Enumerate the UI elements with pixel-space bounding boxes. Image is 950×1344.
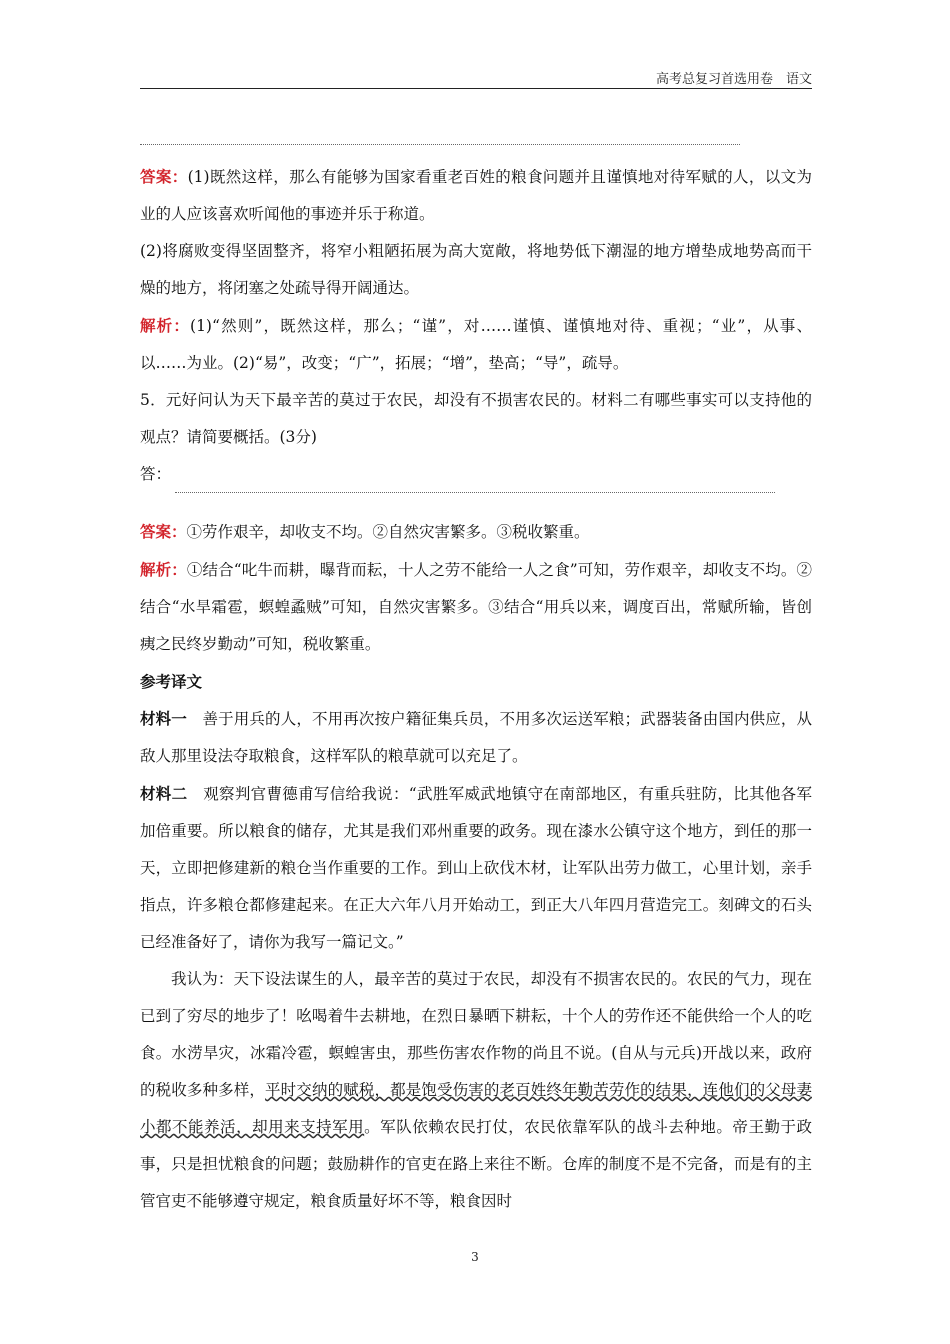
- q5-analysis-text: ①结合“叱牛而耕，曝背而耘，十人之劳不能给一人之食”可知，劳作艰辛，却收支不均。②结合“水旱霜雹，螟蝗蟊贼”可知，自然灾害繁多。③结合“用兵以来，调度百出，常赋所输，皆创痍之民终岁勤动”可知，税收繁重。: [140, 561, 812, 653]
- material-2-text: 观察判官曹德甫写信给我说：“武胜军威武地镇守在南部地区，有重兵驻防，比其他各军加倍重要。所以粮食的储存，尤其是我们邓州重要的政务。现在漆水公镇守这个地方，到任的那一天，立即把修建新的粮仓当作重要的工作。到山上砍伐木材，让军队出劳力做工，心里计划，亲手指点，许多粮仓都修建起来。在正大六年八月开始动工，到正大八年四月营造完工。刻碑文的石头已经准备好了，请你为我写一篇记文。”: [140, 785, 812, 951]
- page-number: 3: [471, 1250, 479, 1264]
- answer-text-1: (1)既然这样，那么有能够为国家看重老百姓的粮食问题并且谨慎地对待军赋的人，以文为业的人应该喜欢听闻他的事迹并乐于称道。: [140, 168, 812, 223]
- q5-answer-label: 答案：: [140, 522, 187, 541]
- q5-answer-para: [140, 513, 812, 551]
- para-3-text-b: 。军队依赖农民打仗，农民依靠军队的战斗去种地。帝王勤于政事，只是担忧粮食的问题；鼓励耕作的官吏在路上来往不断。仓库的制度不是不完备，而是有的主管官吏不能够遵守规定，粮食质量好坏不等，粮食因时: [140, 1118, 812, 1210]
- q5-question-text: 5．元好问认为天下最辛苦的莫过于农民，却没有不损害农民的。材料二有哪些事实可以支持他的观点？请简要概括。(3分): [140, 391, 812, 446]
- q4-answer-para: [140, 158, 812, 233]
- q5-answer-prompt: [140, 456, 812, 493]
- translation-para-3: [140, 961, 812, 1220]
- q5-analysis-label: 解析：: [140, 560, 187, 579]
- q4-analysis-para: [140, 307, 812, 382]
- answer-input-line[interactable]: [175, 478, 775, 493]
- spacer: [140, 493, 812, 513]
- dotted-answer-line: [140, 144, 740, 145]
- material-2-para: [140, 775, 812, 961]
- material-1-text: 善于用兵的人，不用再次按户籍征集兵员，不用多次运送军粮；武器装备由国内供应，从敌人那里设法夺取粮食，这样军队的粮草就可以充足了。: [140, 710, 812, 765]
- answer-label: 答案：: [140, 167, 188, 186]
- header-title: 高考总复习首选用卷 语文: [655, 72, 812, 87]
- material-1-para: [140, 700, 812, 775]
- answer-text-2: (2)将腐败变得坚固整齐，将窄小粗陋拓展为高大宽敞，将地势低下潮湿的地方增垫成地势高而干燥的地方，将闭塞之处疏导得开阔通达。: [140, 242, 812, 297]
- material-1-label: 材料一: [140, 709, 187, 728]
- material-2-label: 材料二: [140, 784, 188, 803]
- para-3-underlined: 平时交纳的赋税，都是饱受伤害的老百姓终年勤苦劳作的结果，连他们的父母妻小都不能养活，却用来支持军用: [140, 1081, 812, 1136]
- q5-answer-text: ①劳作艰辛，却收支不均。②自然灾害繁多。③税收繁重。: [186, 523, 590, 541]
- translation-heading: 参考译文: [140, 672, 203, 691]
- para-3-text-a: 我认为：天下设法谋生的人，最辛苦的莫过于农民，却没有不损害农民的。农民的气力，现在已到了穷尽的地步了！吆喝着牛去耕地，在烈日暴晒下耕耘，十个人的劳作还不能供给一个人的吃食。水涝旱灾，冰霜冷雹，螟蝗害虫，那些伤害农作物的尚且不说。(自从与元兵)开战以来，政府的税收多种多样，: [140, 970, 812, 1099]
- answer-prompt: 答：: [140, 465, 172, 483]
- document-body: [140, 158, 812, 1220]
- q5-analysis-para: [140, 551, 812, 663]
- q4-answer-para-2: [140, 233, 812, 307]
- analysis-label: 解析：: [140, 316, 191, 335]
- q5-question: [140, 382, 812, 456]
- page-header: [140, 68, 812, 89]
- analysis-text: (1)“然则”，既然这样，那么；“谨”，对……谨慎、谨慎地对待、重视；“业”，从事、以……为业。(2)“易”，改变；“广”，拓展；“增”，垫高；“导”，疏导。: [140, 317, 812, 372]
